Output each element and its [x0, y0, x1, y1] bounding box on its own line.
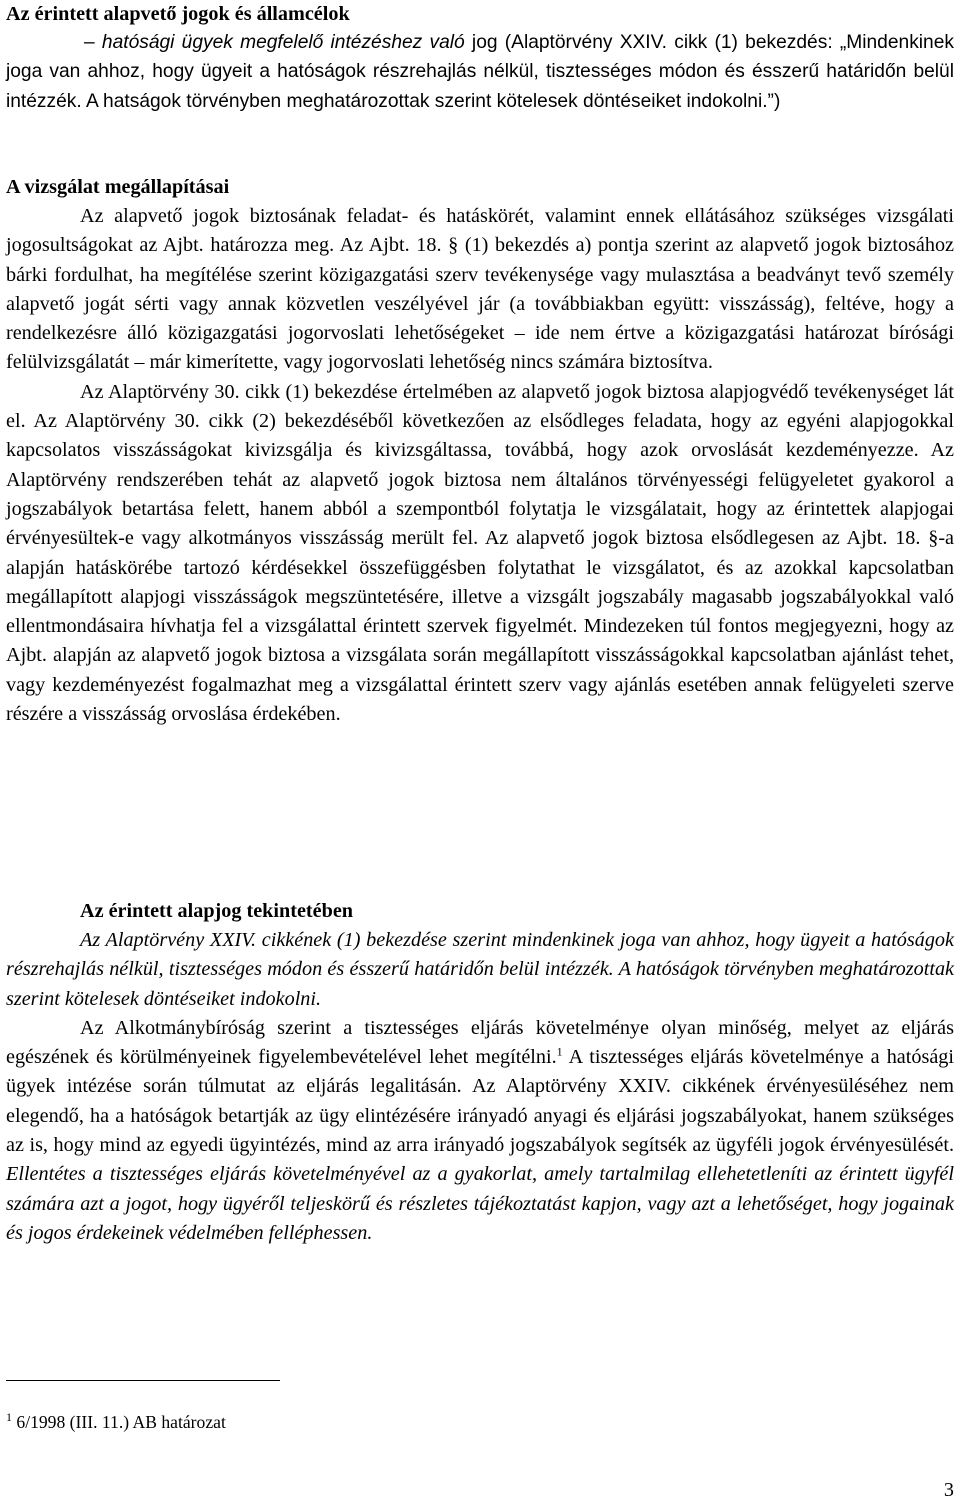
italic-paragraph-text: Az Alaptörvény XXIV. cikkének (1) bekezdése szerint mindenkinek joga van ahhoz, hogy ügyeit a hatóságok részrehajlás nélkül, tisztességes módon és ésszerű határidőn belül intézzék. A hatóságok törvényben meghatározottak szerint kötelesek döntéseiket indokolni. — [6, 929, 954, 1010]
section-findings-body — [6, 202, 954, 729]
italic-phrase: hatósági ügyek megfelelő intézéshez való — [101, 32, 465, 53]
paragraph — [6, 1014, 954, 1248]
footnote-number: 1 — [6, 1410, 12, 1425]
footnote-separator — [6, 1380, 280, 1381]
paragraph-text: A tisztességes eljárás követelménye a hatósági ügyek intézése során túlmutat az eljárás legalitásán. Az Alaptörvény XXIV. cikkének érvényesüléséhez nem elegendő, ha a hatóságok betartják az ügy elintézésére irányadó anyagi és eljárási jogszabályokat, hanem szükséges az is, hogy mind az egyedi ügyintézés, mind az arra irányadó jogszabályok segítsék az ügyféli jogok érvényesülését. — [6, 1046, 954, 1157]
footnote-reference[interactable]: 1 — [556, 1044, 563, 1059]
section-heading-affected-fundamental-right: Az érintett alapjog tekintetében — [80, 900, 354, 922]
section-fundamental-right-body — [6, 926, 954, 1248]
footnote-text: 6/1998 (III. 11.) AB határozat — [12, 1412, 226, 1432]
dash: – — [84, 32, 102, 53]
section-affected-rights-body — [6, 28, 954, 116]
paragraph — [6, 926, 954, 1014]
paragraph: Az alapvető jogok biztosának feladat- és hatáskörét, valamint ennek ellátásához szükséges vizsgálati jogosultságokat az Ajbt. határozza meg. Az Ajbt. 18. § (1) bekezdés a) pontja szerint az alapvető jogok biztosához bárki fordulhat, ha megítélése szerint közigazgatási szerv tevékenysége vagy mulasztása a beadványt tevő személy alapvető jogát sérti vagy annak közvetlen veszélyével jár (a továbbiakban együtt: visszásság), feltéve, hogy a rendelkezésre álló közigazgatási jogorvoslati lehetőségeket – ide nem értve a közigazgatási határozat bírósági felülvizsgálatát – már kimerítette, vagy jogorvoslati lehetőség nincs számára biztosítva. — [6, 205, 954, 374]
paragraph-text: Az Alkotmánybíróság szerint a tisztességes eljárás követelménye olyan minőség, melyet az eljárás egészének és körülményeinek figyelembevételével lehet megítélni. — [6, 1016, 954, 1069]
section-heading-affected-rights: Az érintett alapvető jogok és államcélok — [6, 3, 350, 25]
footnote — [6, 1411, 226, 1433]
page-number: 3 — [943, 1479, 954, 1501]
paragraph — [6, 28, 954, 116]
italic-paragraph-text: Ellentétes a tisztességes eljárás követelményével az a gyakorlat, amely tartalmilag ellehetetleníti az érintett ügyfél számára azt a jogot, hogy ügyéről teljeskörű és részletes tájékoztatást kapjon, vagy azt a lehetőséget, hogy jogainak és jogos érdekeinek védelmében felléphessen. — [6, 1163, 954, 1244]
section-heading-findings: A vizsgálat megállapításai — [6, 176, 230, 198]
paragraph: Az Alaptörvény 30. cikk (1) bekezdése értelmében az alapvető jogok biztosa alapjogvédő tevékenységet lát el. Az Alaptörvény 30. cikk (2) bekezdéséből következően az elsődleges feladata, hogy az egyéni alapjogokkal kapcsolatos visszásságokat kivizsgálja és kivizsgáltassa, továbbá, hogy azok orvoslását kezdeményezze. Az Alaptörvény rendszerében tehát az alapvető jogok biztosa nem általános törvényességi felügyeletet gyakorol a jogszabályok betartása felett, hanem abból a szempontból folytatja le vizsgálatait, hogy az érintettek alapjogai érvényesültek-e vagy alkotmányos visszásság merült fel. Az alapvető jogok biztosa elsődlegesen az Ajbt. 18. §-a alapján hatáskörébe tartozó kérdésekkel összefüggésben folytathat le vizsgálatot, és az azokkal kapcsolatban megállapított alapjogi visszásságok megszüntetésére, illetve a vizsgált jogszabály magasabb jogszabályokkal való ellentmondásaira hívhatja fel a vizsgálattal érintett szervek figyelmét. Mindezeken túl fontos megjegyezni, hogy az Ajbt. alapján az alapvető jogok biztosa a vizsgálata során megállapított visszásságokkal kapcsolatban ajánlást tehet, vagy kezdeményezést fogalmazhat meg a vizsgálattal érintett szerv vagy ajánlás esetében annak felügyeleti szerve részére a visszásság orvoslása érdekében. — [6, 380, 954, 726]
paragraph-text: jog (Alaptörvény XXIV. cikk (1) bekezdés: „Mindenkinek joga van ahhoz, hogy ügyeit a hatóságok részrehajlás nélkül, tisztességes módon és ésszerű határidőn belül intézzék. A hatságok törvényben meghatározottak szerint kötelesek döntéseiket indokolni.”) — [6, 32, 954, 112]
